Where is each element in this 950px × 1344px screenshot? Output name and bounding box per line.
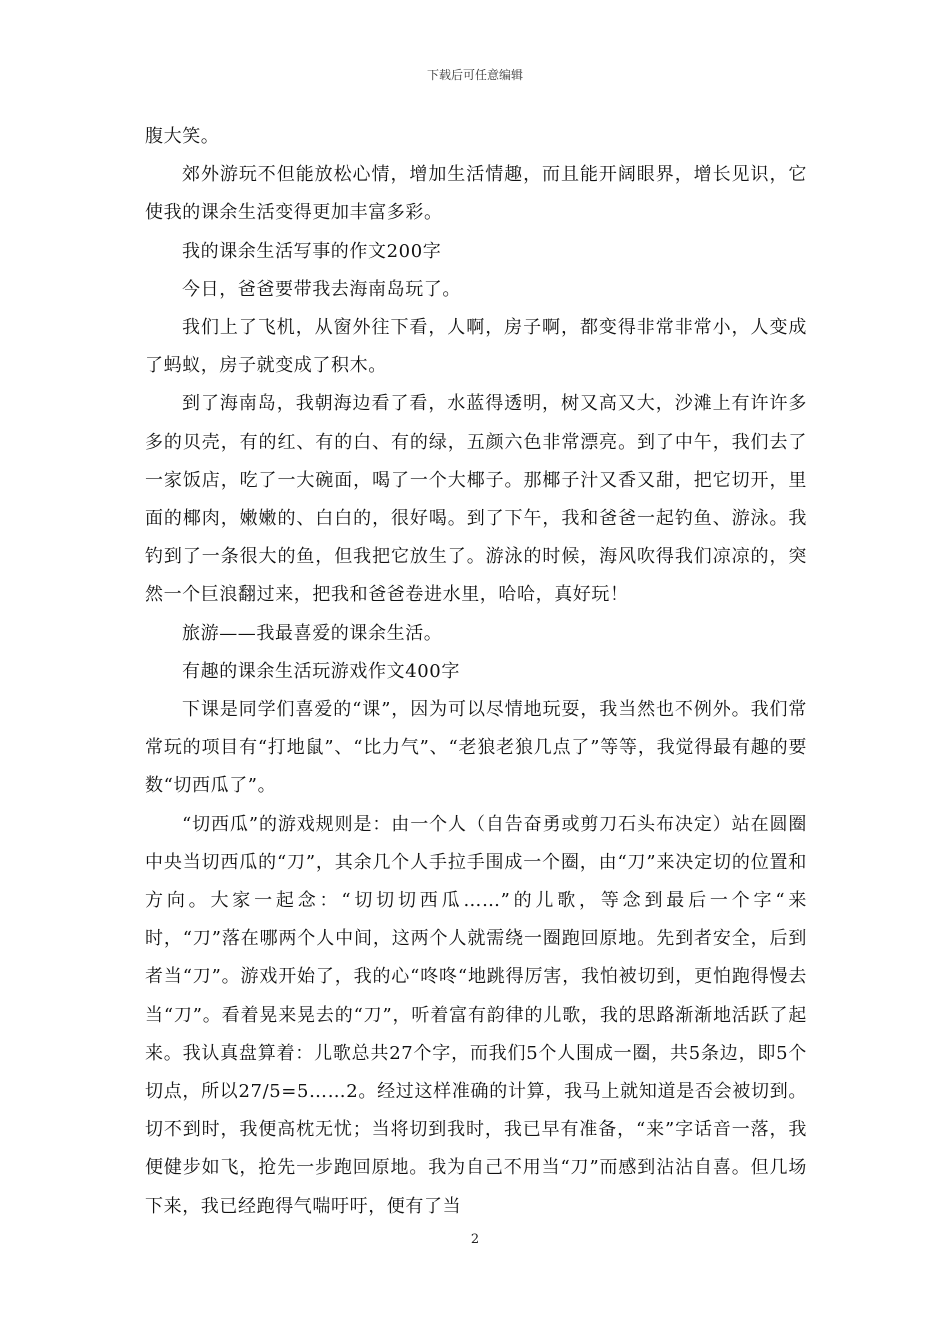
paragraph: 到了海南岛，我朝海边看了看，水蓝得透明，树又高又大，沙滩上有许许多多的贝壳，有的红、有的白、有的绿，五颜六色非常漂亮。到了中午，我们去了一家饭店，吃了一大碗面，喝了一个大椰子。那椰子汁又香又甜，把它切开，里面的椰肉，嫩嫩的、白白的，很好喝。到了下午，我和爸爸一起钓鱼、游泳。我钓到了一条很大的鱼，但我把它放生了。游泳的时候，海风吹得我们凉凉的，突然一个巨浪翻过来，把我和爸爸卷进水里，哈哈，真好玩！	[145, 393, 807, 606]
essay-title: 有趣的课余生活玩游戏作文400字	[182, 660, 460, 682]
paragraph: 下课是同学们喜爱的“课”，因为可以尽情地玩耍，我当然也不例外。我们常常玩的项目有“打地鼠”、“比力气”、“老狼老狼几点了”等等，我觉得最有趣的要数“切西瓜了”。	[145, 699, 807, 797]
paragraph-continuation: 腹大笑。	[145, 126, 220, 147]
paragraph: “切西瓜”的游戏规则是：由一个人（自告奋勇或剪刀石头布决定）站在圆圈中央当切西瓜的“刀”，其余几个人手拉手围成一个圈，由“刀”来决定切的位置和方向。大家一起念：“切切切西瓜……”的儿歌，等念到最后一个字“来时，“刀”落在哪两个人中间，这两个人就需绕一圈跑回原地。先到者安全，后到者当“刀”。游戏开始了，我的心“咚咚“地跳得厉害，我怕被切到，更怕跑得慢去当“刀”。看着晃来晃去的“刀”，听着富有韵律的儿歌，我的思路渐渐地活跃了起来。我认真盘算着：儿歌总共27个字，而我们5个人围成一圈，共5条边，即5个切点，所以27/5=5……2。经过这样准确的计算，我马上就知道是否会被切到。切不到时，我便高枕无忧；当将切到我时，我已早有准备，“来”字话音一落，我便健步如飞，抢先一步跑回原地。我为自己不用当“刀”而感到沾沾自喜。但几场下来，我已经跑得气喘吁吁，便有了当	[145, 813, 807, 1217]
document-body	[145, 118, 807, 1226]
page-number: 2	[470, 1232, 480, 1247]
paragraph: 我们上了飞机，从窗外往下看，人啊，房子啊，都变得非常非常小，人变成了蚂蚁，房子就变成了积木。	[145, 317, 807, 377]
paragraph: 今日，爸爸要带我去海南岛玩了。	[182, 278, 461, 300]
essay-title: 我的课余生活写事的作文200字	[182, 240, 442, 262]
paragraph: 郊外游玩不但能放松心情，增加生活情趣，而且能开阔眼界，增长见识，它使我的课余生活变得更加丰富多彩。	[145, 164, 807, 224]
page-header: 下载后可任意编辑	[426, 68, 523, 82]
paragraph: 旅游——我最喜爱的课余生活。	[182, 622, 443, 644]
